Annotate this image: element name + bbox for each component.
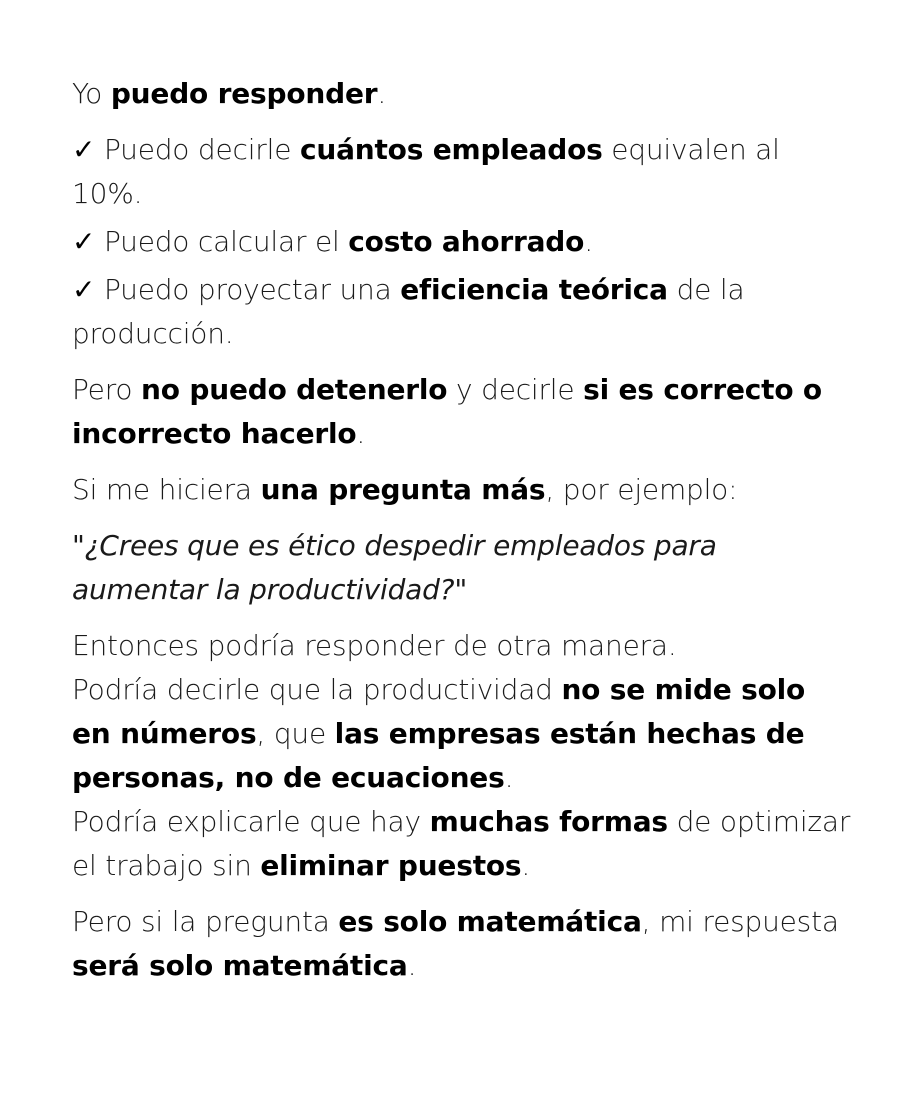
paragraph-question-intro: Si me hiciera una pregunta más, por ejemplo: bbox=[72, 473, 738, 506]
document-body bbox=[72, 72, 852, 1000]
bold-text: las empresas están hechas de personas, no de ecuaciones bbox=[72, 717, 805, 794]
bold-text: será solo matemática bbox=[72, 949, 408, 982]
bold-text: si es correcto o incorrecto hacerlo bbox=[72, 373, 822, 450]
alt-line-1: Entonces podría responder de otra manera. bbox=[72, 629, 677, 662]
alt-line-2: Podría decirle que la productividad no se mide solo en números, que las empresas están hechas de personas, no de ecuaciones. bbox=[72, 673, 806, 794]
bold-text: cuántos empleados bbox=[299, 133, 603, 166]
checkmark-icon: ✓ bbox=[72, 225, 96, 258]
paragraph-conclusion: Pero si la pregunta es solo matemática, mi respuesta será solo matemática. bbox=[72, 905, 839, 982]
paragraph-limitation: Pero no puedo detenerlo y decirle si es correcto o incorrecto hacerlo. bbox=[72, 373, 822, 450]
checkmark-icon: ✓ bbox=[72, 273, 96, 306]
bold-text: costo ahorrado bbox=[348, 225, 585, 258]
bold-text: eficiencia teórica bbox=[400, 273, 668, 306]
bold-text: es solo matemática bbox=[338, 905, 642, 938]
bold-text: eliminar puestos bbox=[260, 849, 522, 882]
bold-text: puedo responder bbox=[110, 77, 378, 110]
bold-text: no puedo detenerlo bbox=[141, 373, 448, 406]
bold-text: muchas formas bbox=[429, 805, 668, 838]
checklist-item-efficiency: ✓ Puedo proyectar una eficiencia teórica de la producción. bbox=[72, 273, 745, 350]
example-quote: "¿Crees que es ético despedir empleados para aumentar la productividad?" bbox=[72, 529, 717, 606]
checklist-item-cost: ✓ Puedo calcular el costo ahorrado. bbox=[72, 225, 593, 258]
checklist-item-employees: ✓ Puedo decirle cuántos empleados equivalen al 10%. bbox=[72, 133, 780, 210]
bold-text: no se mide solo en números bbox=[72, 673, 806, 750]
checkmark-icon: ✓ bbox=[72, 133, 96, 166]
paragraph-alternative bbox=[72, 624, 852, 888]
bold-text: una pregunta más bbox=[260, 473, 546, 506]
alt-line-3: Podría explicarle que hay muchas formas de optimizar el trabajo sin eliminar puestos. bbox=[72, 805, 851, 882]
paragraph-intro: Yo puedo responder. bbox=[72, 77, 387, 110]
